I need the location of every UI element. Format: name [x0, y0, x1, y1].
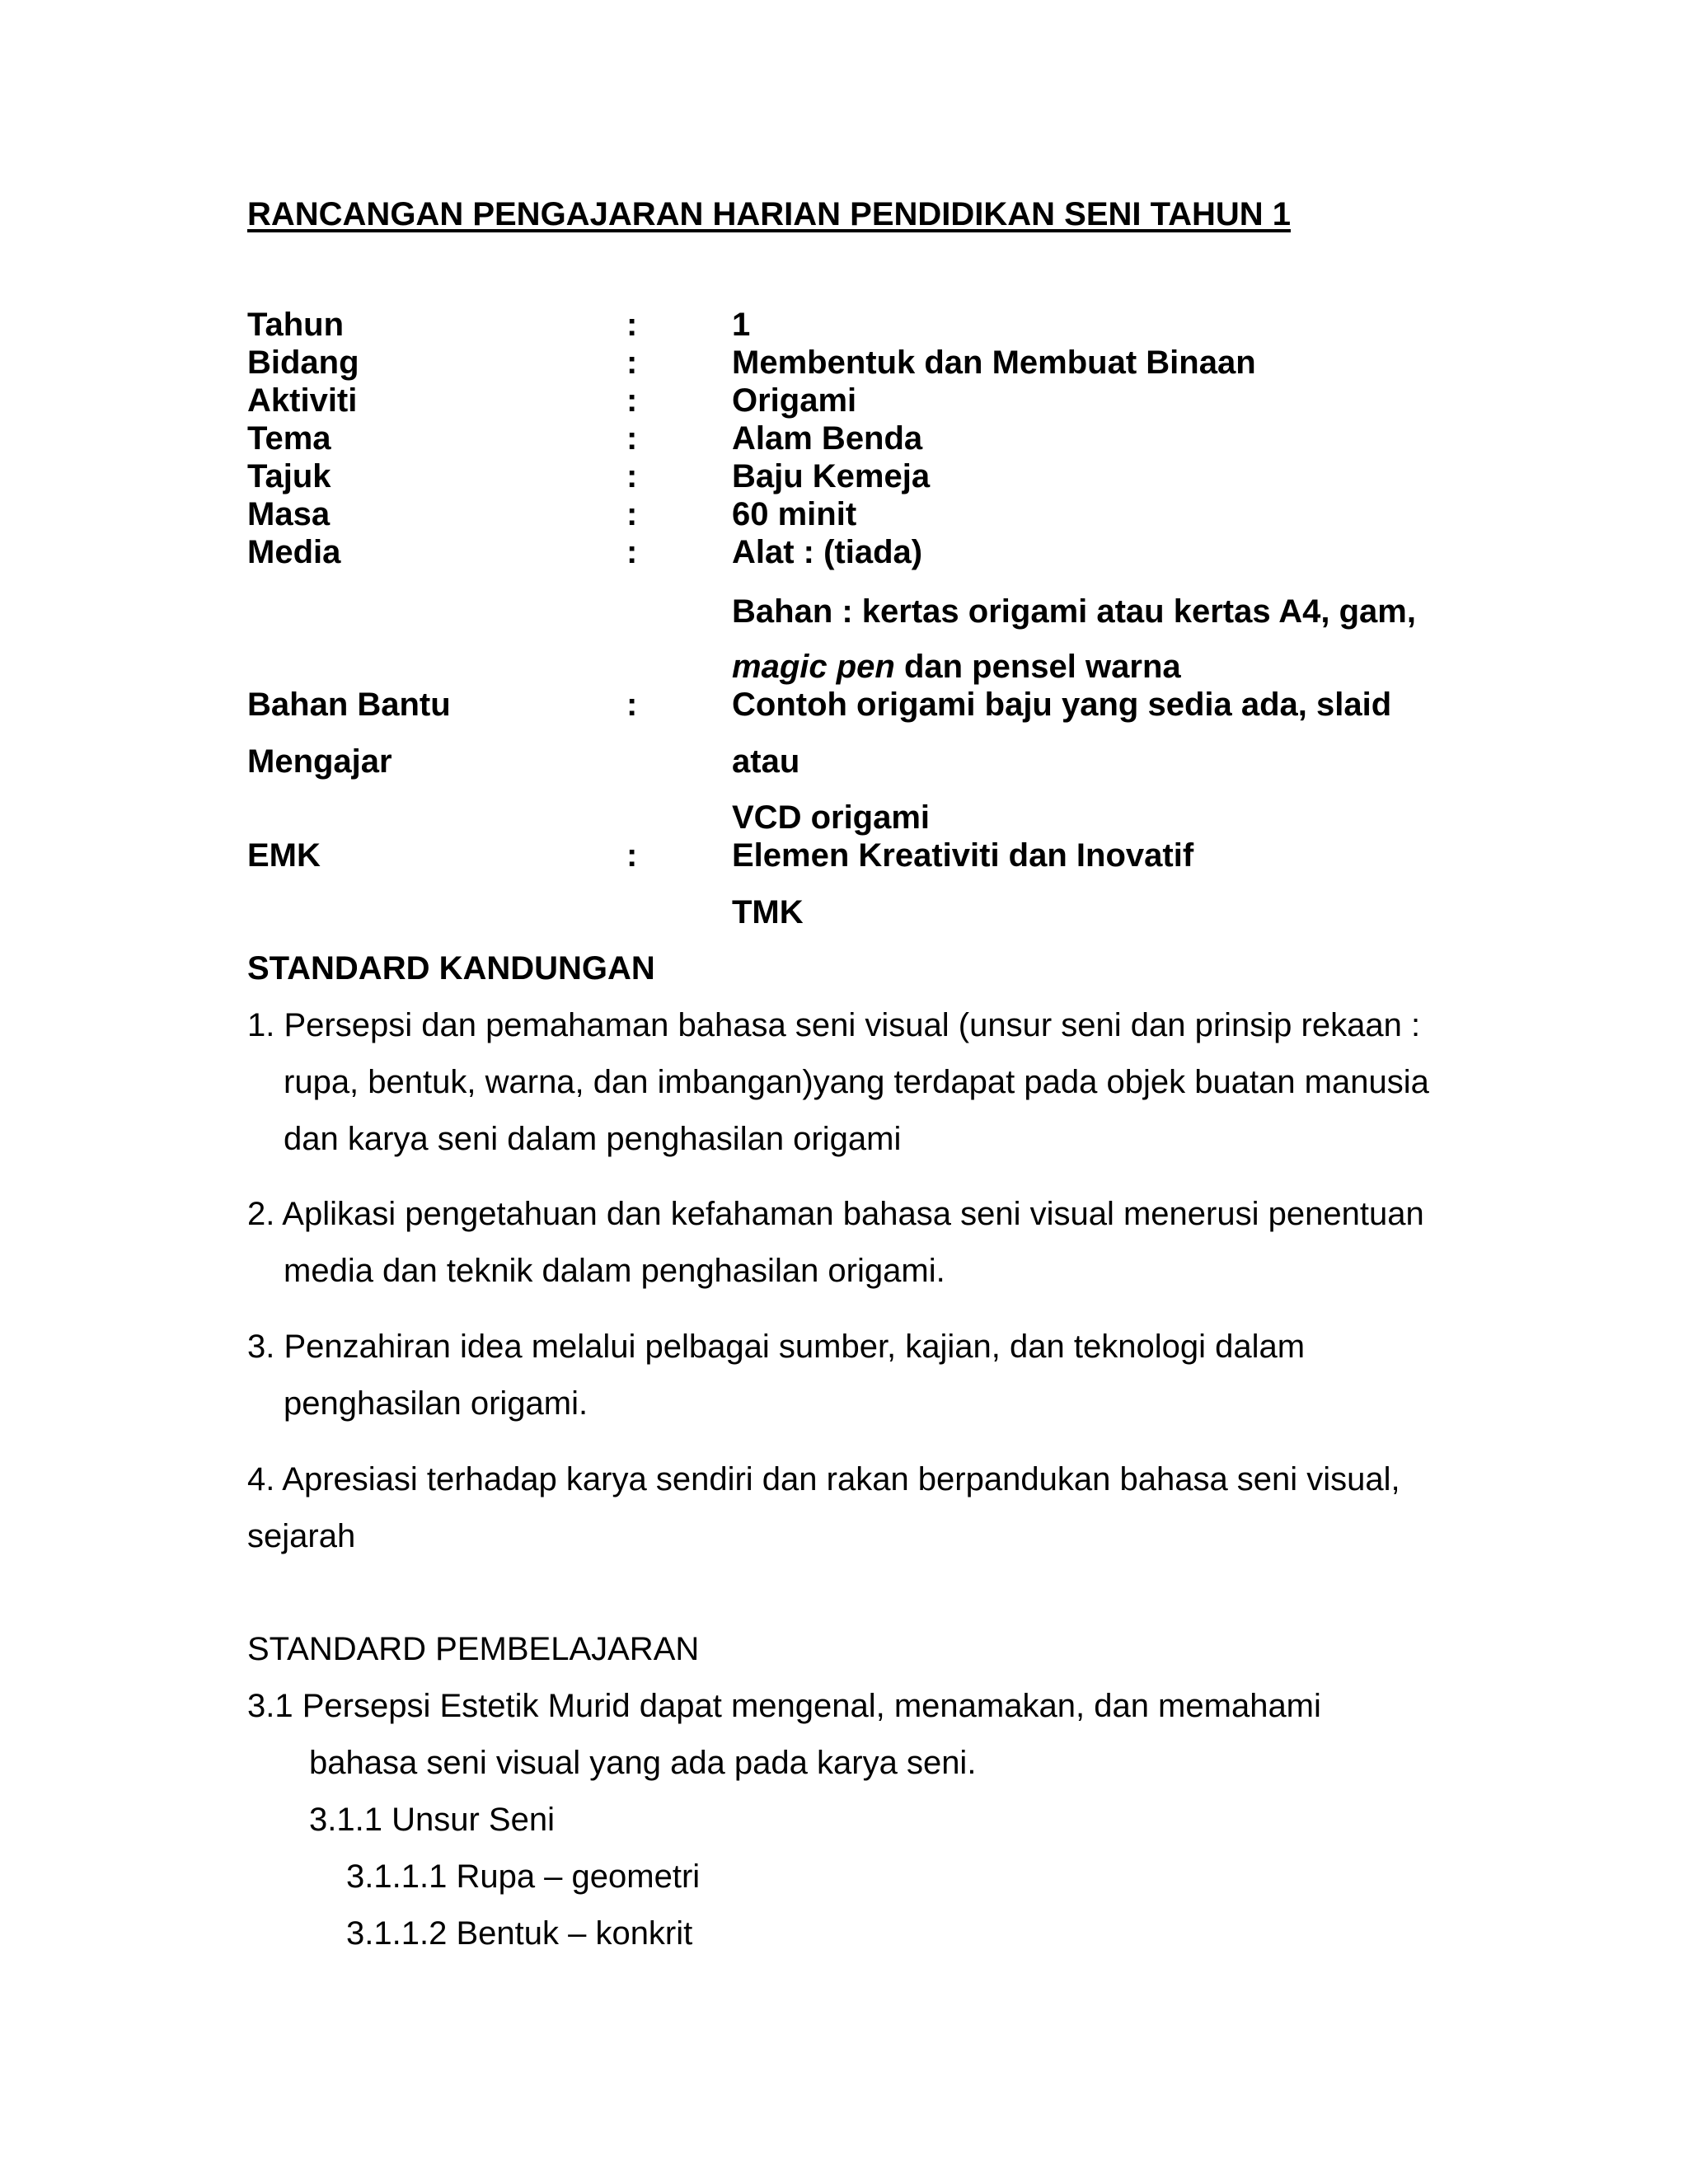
- field-label-emk: EMK: [247, 837, 321, 874]
- media-bahan-line1: Bahan : kertas origami atau kertas A4, gam,: [732, 593, 1416, 630]
- field-value-tajuk: Baju Kemeja: [732, 458, 931, 494]
- field-value-aktiviti: Origami: [732, 382, 857, 419]
- sk-item-1-line1: 1. Persepsi dan pemahaman bahasa seni visual (unsur seni dan prinsip rekaan :: [247, 1007, 1421, 1043]
- media-bahan-rest: dan pensel warna: [894, 649, 1181, 685]
- field-colon: :: [626, 382, 638, 419]
- sk-item-1-line3: dan karya seni dalam penghasilan origami: [284, 1121, 902, 1157]
- media-bahan-line2: [732, 649, 1181, 686]
- field-colon: :: [626, 687, 638, 723]
- field-colon: :: [626, 837, 638, 874]
- field-label-tahun: Tahun: [247, 307, 345, 343]
- sp-3-1-1-2: 3.1.1.2 Bentuk – konkrit: [346, 1915, 693, 1952]
- document-title: RANCANGAN PENGAJARAN HARIAN PENDIDIKAN SENI TAHUN 1: [247, 196, 1291, 232]
- sp-3-1-1-1: 3.1.1.1 Rupa – geometri: [346, 1858, 701, 1895]
- field-value-emk-line2: TMK: [732, 894, 804, 930]
- field-value-bidang: Membentuk dan Membuat Binaan: [732, 344, 1256, 381]
- field-label-tajuk: Tajuk: [247, 458, 331, 494]
- field-label-masa: Masa: [247, 496, 331, 532]
- field-value-bahan-bantu-line2: atau: [732, 743, 800, 780]
- field-label-media: Media: [247, 534, 341, 570]
- field-colon: :: [626, 420, 638, 457]
- sk-item-3-line2: penghasilan origami.: [284, 1385, 588, 1422]
- sk-item-2-line2: media dan teknik dalam penghasilan origami.: [284, 1253, 945, 1289]
- sk-item-1-line2: rupa, bentuk, warna, dan imbangan)yang terdapat pada objek buatan manusia: [284, 1064, 1429, 1100]
- field-value-tahun: 1: [732, 307, 751, 343]
- field-value-bahan-bantu-line3: VCD origami: [732, 799, 931, 836]
- field-label-tema: Tema: [247, 420, 331, 457]
- standard-kandungan-heading: STANDARD KANDUNGAN: [247, 950, 655, 987]
- field-colon: :: [626, 344, 638, 381]
- field-label-bahan-bantu: Bahan Bantu: [247, 687, 451, 723]
- field-label-mengajar: Mengajar: [247, 743, 392, 780]
- sp-3-1-line2: bahasa seni visual yang ada pada karya seni.: [309, 1745, 977, 1781]
- sk-item-4-line1: 4. Apresiasi terhadap karya sendiri dan rakan berpandukan bahasa seni visual,: [247, 1461, 1400, 1497]
- media-bahan-italic: magic pen: [732, 649, 895, 685]
- standard-pembelajaran-heading: STANDARD PEMBELAJARAN: [247, 1631, 700, 1667]
- field-value-bahan-bantu-line1: Contoh origami baju yang sedia ada, slaid: [732, 687, 1392, 723]
- field-label-bidang: Bidang: [247, 344, 359, 381]
- field-colon: :: [626, 458, 638, 494]
- field-value-tema: Alam Benda: [732, 420, 923, 457]
- sp-3-1-1: 3.1.1 Unsur Seni: [309, 1802, 555, 1838]
- field-colon: :: [626, 496, 638, 532]
- sk-item-2-line1: 2. Aplikasi pengetahuan dan kefahaman bahasa seni visual menerusi penentuan: [247, 1196, 1424, 1232]
- sp-3-1-line1: 3.1 Persepsi Estetik Murid dapat mengenal, menamakan, dan memahami: [247, 1688, 1321, 1724]
- sk-item-3-line1: 3. Penzahiran idea melalui pelbagai sumber, kajian, dan teknologi dalam: [247, 1329, 1306, 1365]
- field-value-masa: 60 minit: [732, 496, 857, 532]
- field-colon: :: [626, 534, 638, 570]
- sk-item-4-line2: sejarah: [247, 1518, 356, 1554]
- field-colon: :: [626, 307, 638, 343]
- field-value-media: Alat : (tiada): [732, 534, 923, 570]
- field-value-emk-line1: Elemen Kreativiti dan Inovatif: [732, 837, 1194, 874]
- field-label-aktiviti: Aktiviti: [247, 382, 358, 419]
